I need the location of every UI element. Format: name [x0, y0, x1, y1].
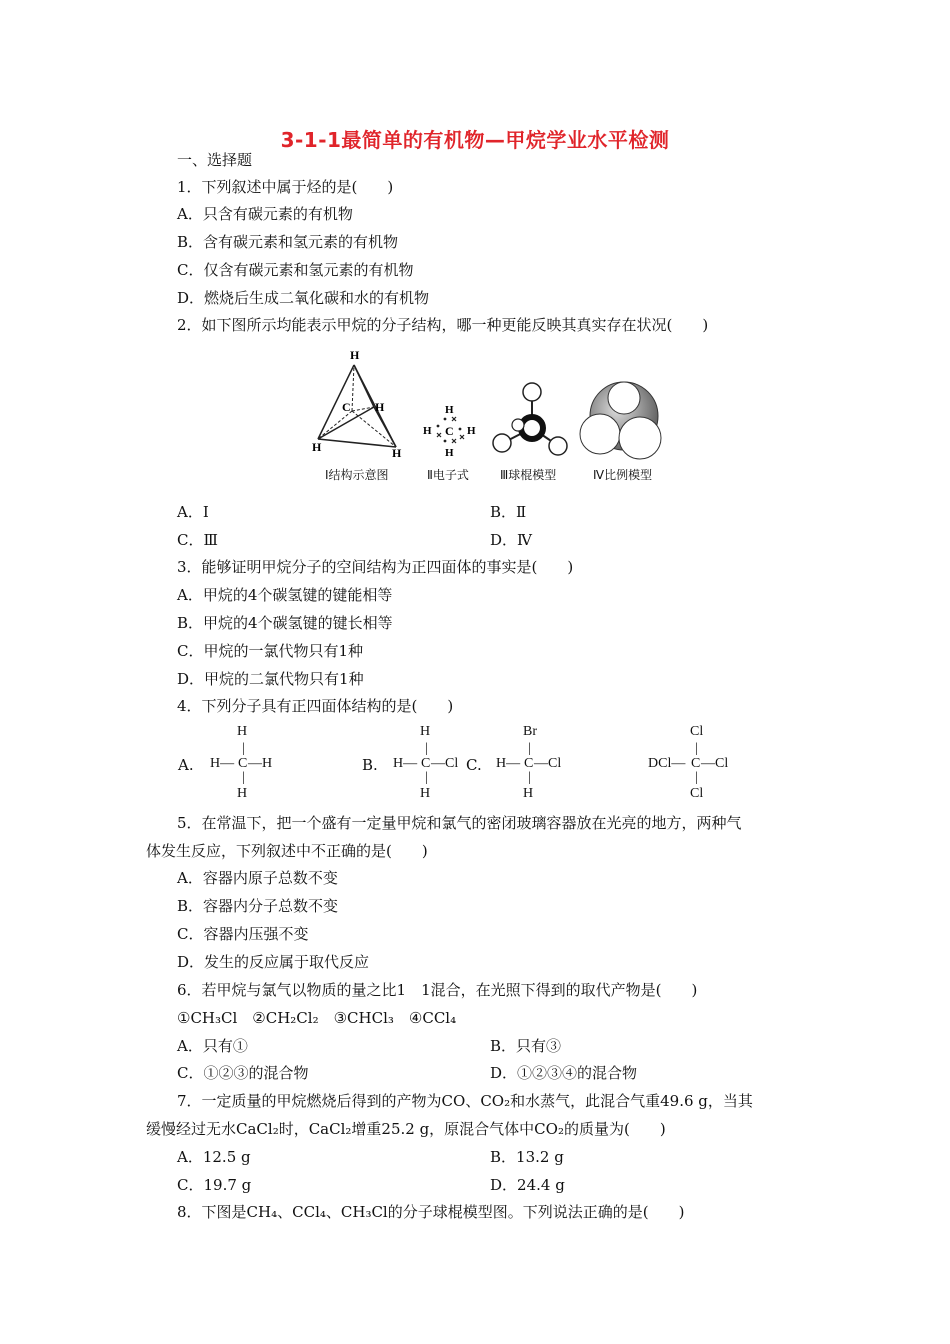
- q6-option-d: D．①②③④的混合物: [490, 1064, 638, 1082]
- q5-stem-line1: 5．在常温下，把一个盛有一定量甲烷和氯气的密闭玻璃容器放在光亮的地方，两种气: [177, 814, 742, 832]
- fig-label-electron: Ⅱ电子式: [427, 468, 469, 482]
- ef-c: C: [445, 424, 454, 438]
- q4-stem: 4．下列分子具有正四面体结构的是( ): [177, 697, 454, 715]
- struct-c-bottom: H: [523, 786, 534, 801]
- q7-stem-line2: 缓慢经过无水CaCl₂时，CaCl₂增重25.2 g，原混合气体中CO₂的质量为( ): [146, 1120, 666, 1138]
- q5-option-a: A．容器内原子总数不变: [177, 869, 338, 887]
- q6-stem: 6．若甲烷与氯气以物质的量之比1 1混合，在光照下得到的取代产物是( ): [177, 981, 698, 999]
- q3-option-c: C．甲烷的一氯代物只有1种: [177, 642, 364, 660]
- struct-b-top: H: [420, 724, 431, 739]
- q1-option-b: B．含有碳元素和氢元素的有机物: [177, 233, 399, 251]
- q5-option-b: B．容器内分子总数不变: [177, 897, 339, 915]
- struct-d-left: DCl—: [648, 756, 686, 771]
- q4-structure-b: H | H— C —Cl | H: [393, 724, 459, 801]
- q2-stem: 2．如下图所示均能表示甲烷的分子结构，哪一种更能反映其真实存在状况( ): [177, 316, 709, 334]
- q4-structure-c: Br | H— C —Cl | H: [496, 724, 562, 801]
- struct-c-left: H—: [496, 756, 521, 771]
- struct-a-left: H—: [210, 756, 235, 771]
- q8-stem: 8．下图是CH₄、CCl₄、CH₃Cl的分子球棍模型图。下列说法正确的是( ): [177, 1203, 685, 1221]
- q1-option-d: D．燃烧后生成二氧化碳和水的有机物: [177, 289, 430, 307]
- struct-c-top: Br: [523, 724, 537, 739]
- struct-d-top: Cl: [690, 724, 704, 739]
- struct-d-bottom: Cl: [690, 786, 704, 801]
- methane-ball-and-stick-model: [490, 378, 570, 458]
- ef-h-bottom: H: [445, 447, 454, 459]
- atom-h-left: H: [312, 440, 322, 454]
- struct-a-bottom: H: [237, 786, 248, 801]
- ef-h-top: H: [445, 404, 454, 416]
- q4-structure-d: Cl | DCl— C —Cl | Cl: [648, 724, 729, 801]
- fig-label-structure: Ⅰ结构示意图: [325, 468, 389, 482]
- struct-c-right: —Cl: [534, 756, 562, 771]
- q5-stem-line2: 体发生反应，下列叙述中不正确的是( ): [146, 842, 428, 860]
- q3-option-a: A．甲烷的4个碳氢键的键能相等: [177, 586, 393, 604]
- q6-items: ①CH₃Cl ②CH₂Cl₂ ③CHCl₃ ④CCl₄: [177, 1009, 457, 1027]
- struct-a-right: —H: [248, 756, 273, 771]
- struct-b-center: C: [421, 756, 431, 771]
- methane-structure-diagram: [312, 345, 422, 460]
- q2-option-c: C．Ⅲ: [177, 531, 218, 549]
- section-heading: 一、选择题: [177, 151, 253, 169]
- methane-electron-formula: [420, 398, 482, 460]
- struct-d-right: —Cl: [701, 756, 729, 771]
- q1-stem: 1．下列叙述中属于烃的是( ): [177, 178, 394, 196]
- q7-option-c: C．19.7 g: [177, 1176, 252, 1194]
- atom-h-bottom: H: [392, 446, 402, 460]
- q3-option-b: B．甲烷的4个碳氢键的键长相等: [177, 614, 393, 632]
- q7-option-a: A．12.5 g: [177, 1148, 251, 1166]
- struct-d-center: C: [691, 756, 701, 771]
- ef-h-right: H: [467, 425, 476, 437]
- struct-b-right: —Cl: [431, 756, 459, 771]
- q1-option-c: C．仅含有碳元素和氢元素的有机物: [177, 261, 414, 279]
- atom-h-right: H: [375, 400, 385, 414]
- methane-space-filling-model: [578, 380, 670, 462]
- atom-c: C: [342, 400, 351, 414]
- fig-label-space-filling: Ⅳ比例模型: [593, 468, 653, 482]
- q5-option-d: D．发生的反应属于取代反应: [177, 953, 370, 971]
- atom-h-top: H: [350, 348, 360, 362]
- struct-a-center: C: [238, 756, 248, 771]
- struct-c-center: C: [524, 756, 534, 771]
- q2-option-d: D．Ⅳ: [490, 531, 533, 549]
- fig-label-ball-stick: Ⅲ球棍模型: [500, 468, 557, 482]
- q4-option-a-label: A.: [178, 756, 194, 774]
- q4-structure-a: H | H— C —H | H: [210, 724, 273, 801]
- ef-h-left: H: [423, 425, 432, 437]
- q2-option-b: B．Ⅱ: [490, 503, 527, 521]
- struct-a-top: H: [237, 724, 248, 739]
- q1-option-a: A．只含有碳元素的有机物: [177, 205, 353, 223]
- q3-option-d: D．甲烷的二氯代物只有1种: [177, 670, 364, 688]
- q7-option-d: D．24.4 g: [490, 1176, 565, 1194]
- page-title: 3-1-1最简单的有机物—甲烷学业水平检测: [280, 128, 670, 152]
- q6-option-b: B．只有③: [490, 1037, 562, 1055]
- q7-stem-line1: 7．一定质量的甲烷燃烧后得到的产物为CO、CO₂和水蒸气，此混合气重49.6 g，当其: [177, 1092, 753, 1110]
- q2-option-a: A．Ⅰ: [177, 503, 209, 521]
- q6-option-a: A．只有①: [177, 1037, 248, 1055]
- q3-stem: 3．能够证明甲烷分子的空间结构为正四面体的事实是( ): [177, 558, 574, 576]
- struct-b-bottom: H: [420, 786, 431, 801]
- q4-option-b-label: B.: [362, 756, 378, 774]
- struct-b-left: H—: [393, 756, 418, 771]
- q7-option-b: B．13.2 g: [490, 1148, 564, 1166]
- q4-option-c-label: C.: [466, 756, 482, 774]
- q5-option-c: C．容器内压强不变: [177, 925, 309, 943]
- q6-option-c: C．①②③的混合物: [177, 1064, 309, 1082]
